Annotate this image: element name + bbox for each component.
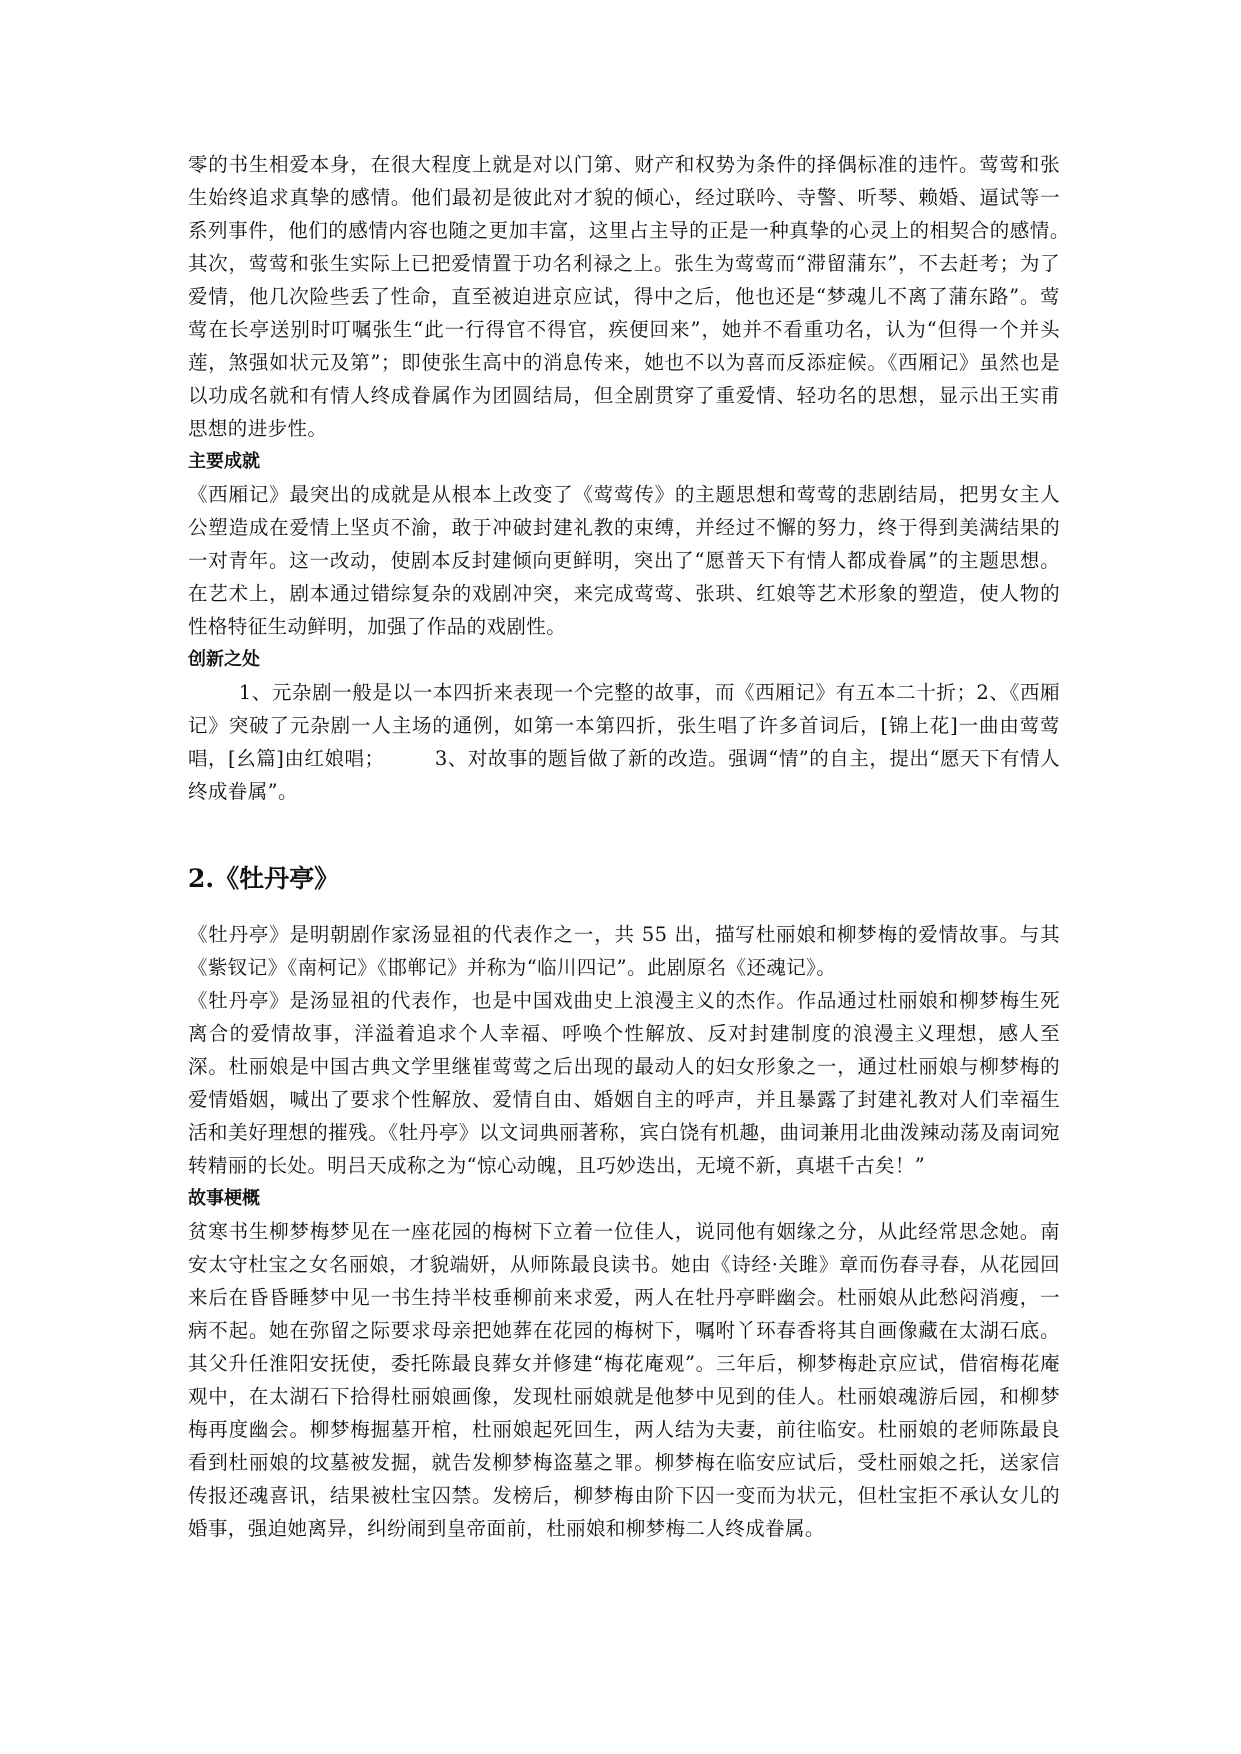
body-paragraph-plot-summary: 贫寒书生柳梦梅梦见在一座花园的梅树下立着一位佳人，说同他有姻缘之分，从此经常思念她。南安太守杜宝之女名丽娘，才貌端妍，从师陈最良读书。她由《诗经·关雎》章而伤春寻春，从花园回来后在昏昏睡梦中见一书生持半枝垂柳前来求爱，两人在牡丹亭畔幽会。杜丽娘从此愁闷消瘦，一病不起。她在弥留之际要求母亲把她葬在花园的梅树下，嘱咐丫环春香将其自画像藏在太湖石底。其父升任淮阳安抚使，委托陈最良葬女并修建“梅花庵观”。三年后，柳梦梅赴京应试，借宿梅花庵观中，在太湖石下拾得杜丽娘画像，发现杜丽娘就是他梦中见到的佳人。杜丽娘魂游后园，和柳梦梅再度幽会。柳梦梅掘墓开棺，杜丽娘起死回生，两人结为夫妻，前往临安。杜丽娘的老师陈最良看到杜丽娘的坟墓被发掘，就告发柳梦梅盗墓之罪。柳梦梅在临安应试后，受杜丽娘之托，送家信传报还魂喜讯，结果被杜宝囚禁。发榜后，柳梦梅由阶下囚一变而为状元，但杜宝拒不承认女儿的婚事，强迫她离异，纠纷闹到皇帝面前，杜丽娘和柳梦梅二人终成眷属。 (188, 1220, 1060, 1540)
heading-plot-summary: 故事梗概 (188, 1188, 260, 1209)
body-paragraph-peony-description: 《牡丹亭》是汤显祖的代表作，也是中国戏曲史上浪漫主义的杰作。作品通过杜丽娘和柳梦梅生死离合的爱情故事，洋溢着追求个人幸福、呼唤个性解放、反对封建制度的浪漫主义理想，感人至深。杜丽娘是中国古典文学里继崔莺莺之后出现的最动人的妇女形象之一，通过杜丽娘与柳梦梅的爱情婚姻，喊出了要求个性解放、爱情自由、婚姻自主的呼声，并且暴露了封建礼教对人们幸福生活和美好理想的摧残。《牡丹亭》以文词典丽著称，宾白饶有机趣，曲词兼用北曲泼辣动荡及南词宛转精丽的长处。明吕天成称之为“惊心动魄，且巧妙迭出，无境不新，真堪千古矣！” (188, 989, 1060, 1177)
body-paragraph-innovations: 1、元杂剧一般是以一本四折来表现一个完整的故事，而《西厢记》有五本二十折；2、《西厢记》突破了元杂剧一人主场的通例，如第一本第四折，张生唱了许多首词后，[锦上花]一曲由莺莺唱，[幺篇]由红娘唱； 3、对故事的题旨做了新的改造。强调“情”的自主，提出“愿天下有情人终成眷属”。 (188, 681, 1060, 803)
body-paragraph-achievements: 《西厢记》最突出的成就是从根本上改变了《莺莺传》的主题思想和莺莺的悲剧结局，把男女主人公塑造成在爱情上坚贞不渝，敢于冲破封建礼教的束缚，并经过不懈的努力，终于得到美满结果的一对青年。这一改动，使剧本反封建倾向更鲜明，突出了“愿普天下有情人都成眷属”的主题思想。在艺术上，剧本通过错综复杂的戏剧冲突，来完成莺莺、张珙、红娘等艺术形象的塑造，使人物的性格特征生动鲜明，加强了作品的戏剧性。 (188, 483, 1060, 638)
document-page (188, 148, 1120, 1545)
body-paragraph-peony-intro: 《牡丹亭》是明朝剧作家汤显祖的代表作之一，共 55 出，描写杜丽娘和柳梦梅的爱情故事。与其《紫钗记》《南柯记》《邯郸记》并称为“临川四记”。此剧原名《还魂记》。 (188, 923, 1060, 979)
heading-main-achievements: 主要成就 (188, 451, 260, 472)
section-title-peony-pavilion: 2.《牡丹亭》 (188, 864, 340, 893)
heading-innovations: 创新之处 (188, 649, 260, 670)
body-paragraph-love-theme: 零的书生相爱本身，在很大程度上就是对以门第、财产和权势为条件的择偶标准的违忤。莺莺和张生始终追求真挚的感情。他们最初是彼此对才貌的倾心，经过联吟、寺警、听琴、赖婚、逼试等一系列事件，他们的感情内容也随之更加丰富，这里占主导的正是一种真挚的心灵上的相契合的感情。 其次，莺莺和张生实际上已把爱情置于功名利禄之上。张生为莺莺而“滞留蒲东”，不去赶考；为了爱情，他几次险些丢了性命，直至被迫进京应试，得中之后，他也还是“梦魂儿不离了蒲东路”。莺莺在长亭送别时叮嘱张生“此一行得官不得官，疾便回来”，她并不看重功名，认为“但得一个并头莲，煞强如状元及第”；即使张生高中的消息传来，她也不以为喜而反添症候。《西厢记》虽然也是以功成名就和有情人终成眷属作为团圆结局，但全剧贯穿了重爱情、轻功名的思想，显示出王实甫思想的进步性。 (188, 153, 1120, 440)
